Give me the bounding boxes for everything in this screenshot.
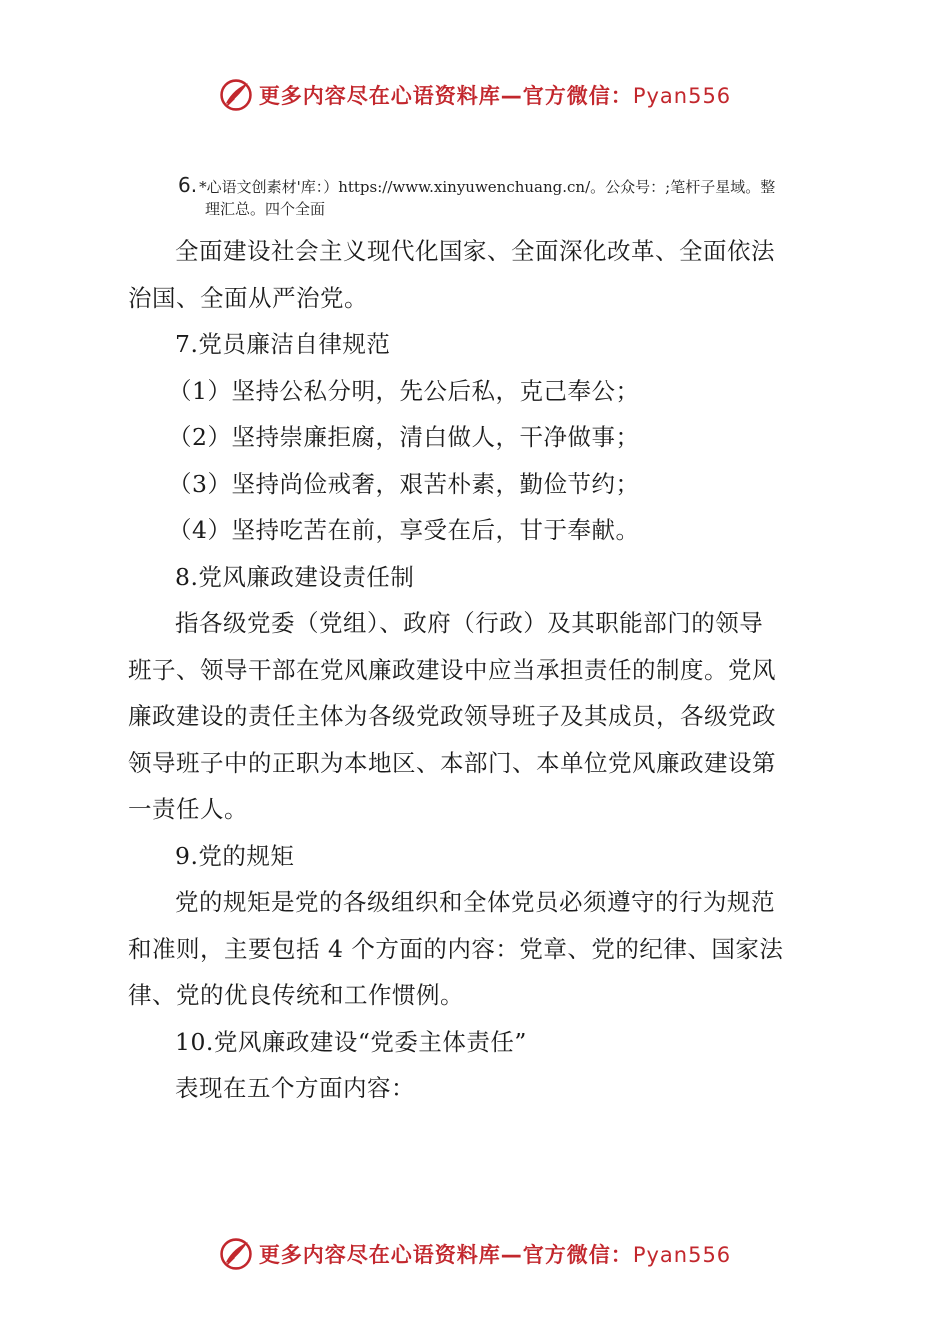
- section-heading-9: 9.党的规矩: [175, 841, 295, 870]
- paragraph-line: 律、党的优良传统和工作惯例。: [128, 981, 464, 1009]
- list-item: （2）坚持崇廉拒腐，清白做人，干净做事；: [168, 423, 640, 451]
- footer-watermark: [0, 1232, 950, 1276]
- footnote-line-1: *心语文创素材'库：）https://www.xinyuwenchuang.cn/。公众号：;笔杆子星域。整: [199, 178, 776, 196]
- wechat-id: Pyan556: [632, 1243, 732, 1267]
- header-watermark: [0, 73, 950, 117]
- watermark-text: 更多内容尽在心语资料库—官方微信：Pyan556: [258, 1243, 732, 1267]
- quill-pen-logo-icon: [219, 1237, 253, 1271]
- paragraph-line: 党的规矩是党的各级组织和全体党员必须遵守的行为规范: [175, 888, 775, 916]
- paragraph-line: 和准则，主要包括 4 个方面的内容：党章、党的纪律、国家法: [128, 934, 784, 963]
- list-item: （4）坚持吃苦在前，享受在后，甘于奉献。: [168, 516, 640, 544]
- wechat-id: Pyan556: [632, 84, 732, 108]
- paragraph-line: 指各级党委（党组）、政府（行政）及其职能部门的领导: [175, 609, 764, 637]
- watermark-text: 更多内容尽在心语资料库—官方微信：Pyan556: [258, 84, 732, 108]
- paragraph-line: 全面建设社会主义现代化国家、全面深化改革、全面依法: [175, 237, 775, 265]
- footnote: [178, 174, 878, 220]
- paragraph-line: 表现在五个方面内容：: [175, 1074, 415, 1102]
- footnote-line-2: 理汇总。四个全面: [205, 200, 326, 218]
- document-body: [128, 228, 848, 1112]
- paragraph-line: 治国、全面从严治党。: [128, 283, 368, 312]
- list-item: （3）坚持尚俭戒奢，艰苦朴素，勤俭节约；: [168, 469, 640, 498]
- section-heading-8: 8.党风廉政建设责任制: [175, 562, 415, 591]
- footnote-number: 6.: [178, 173, 198, 197]
- paragraph-line: 廉政建设的责任主体为各级党政领导班子及其成员，各级党政: [128, 702, 776, 730]
- section-heading-10: 10.党风廉政建设“党委主体责任”: [175, 1027, 527, 1056]
- paragraph-line: 一责任人。: [128, 795, 248, 823]
- section-heading-7: 7.党员廉洁自律规范: [175, 330, 391, 358]
- paragraph-line: 班子、领导干部在党风廉政建设中应当承担责任的制度。党风: [128, 655, 776, 684]
- quill-pen-logo-icon: [219, 78, 253, 112]
- list-item: （1）坚持公私分明，先公后私，克己奉公；: [168, 376, 640, 405]
- paragraph-line: 领导班子中的正职为本地区、本部门、本单位党风廉政建设第: [128, 748, 776, 777]
